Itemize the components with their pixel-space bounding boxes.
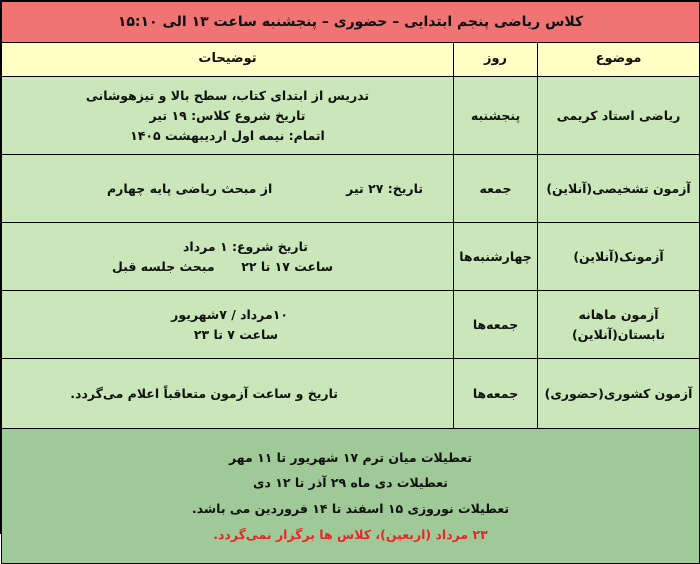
table-row — [2, 155, 700, 223]
footer-alert-line: ۲۳ مرداد (اربعین)، کلاس ها برگزار نمی‌گردد. — [213, 526, 488, 542]
row-subject — [538, 155, 700, 223]
row-description — [2, 77, 454, 155]
footer-row — [2, 429, 700, 564]
row-subject — [538, 223, 700, 291]
table-row — [2, 77, 700, 155]
row-subject — [538, 359, 700, 429]
row-subject — [538, 77, 700, 155]
row-day: جمعه‌ها — [454, 359, 538, 429]
footer-line: تعطیلات نوروزی ۱۵ اسفند تا ۱۴ فروردین می باشد. — [191, 501, 510, 516]
header-day: روز — [454, 43, 538, 77]
row-description — [2, 359, 454, 429]
description-line: ساعت ۷ تا ۲۳ — [193, 326, 279, 342]
description-line: تاریخ شروع کلاس: ۱۹ تیر — [149, 107, 306, 123]
table-header-row — [2, 43, 700, 77]
description-line: ساعت ۱۷ تا ۲۲ — [241, 258, 334, 274]
row-subject — [538, 291, 700, 359]
table-title: کلاس ریاضی پنجم ابتدایی – حضوری – پنجشنبه ساعت ۱۳ الی ۱۵:۱۰ — [2, 2, 700, 43]
header-description: توضیحات — [2, 43, 454, 77]
row-day: جمعه — [454, 155, 538, 223]
footer-line: تعطیلات میان ترم ۱۷ شهریور تا ۱۱ مهر — [228, 449, 473, 465]
table-title-row — [2, 2, 700, 43]
subject-text: تابستان(آنلاین) — [571, 326, 666, 342]
description-line: تدریس از ابتدای کتاب، سطح بالا و تیزهوشانی — [85, 87, 370, 103]
footer-notes — [2, 429, 700, 564]
header-subject: موضوع — [538, 43, 700, 77]
footer-line: تعطیلات دی ماه ۲۹ آذر تا ۱۲ دی — [253, 475, 448, 491]
description-line: از مبحث ریاضی پایه چهارم — [107, 180, 273, 196]
subject-text: ریاضی استاد کریمی — [556, 107, 681, 123]
subject-text: آزمون ماهانه — [578, 306, 659, 322]
subject-text: آزمون کشوری(حضوری) — [544, 385, 693, 401]
row-day: پنجشنبه — [454, 77, 538, 155]
subject-text: آزمون تشخیصی(آنلاین) — [546, 180, 691, 196]
schedule-table — [1, 1, 700, 564]
row-description — [2, 223, 454, 291]
subject-text: آزمونک(آنلاین) — [573, 248, 664, 264]
description-line: تاریخ: ۲۷ تیر — [346, 180, 424, 196]
description-line: تاریخ و ساعت آزمون متعاقباً اعلام می‌گردد. — [70, 385, 339, 401]
description-line: تاریخ شروع: ۱ مرداد — [183, 238, 309, 254]
row-day: چهارشنبه‌ها — [454, 223, 538, 291]
description-line: اتمام: نیمه اول اردیبهشت ۱۴۰۵ — [130, 127, 325, 143]
description-line: مبحث جلسه قبل — [112, 258, 215, 274]
description-line: ۱۰مرداد / ۷شهریور — [171, 306, 289, 322]
table-row — [2, 359, 700, 429]
row-description — [2, 155, 454, 223]
table-row — [2, 291, 700, 359]
row-day: جمعه‌ها — [454, 291, 538, 359]
row-description — [2, 291, 454, 359]
table-row — [2, 223, 700, 291]
